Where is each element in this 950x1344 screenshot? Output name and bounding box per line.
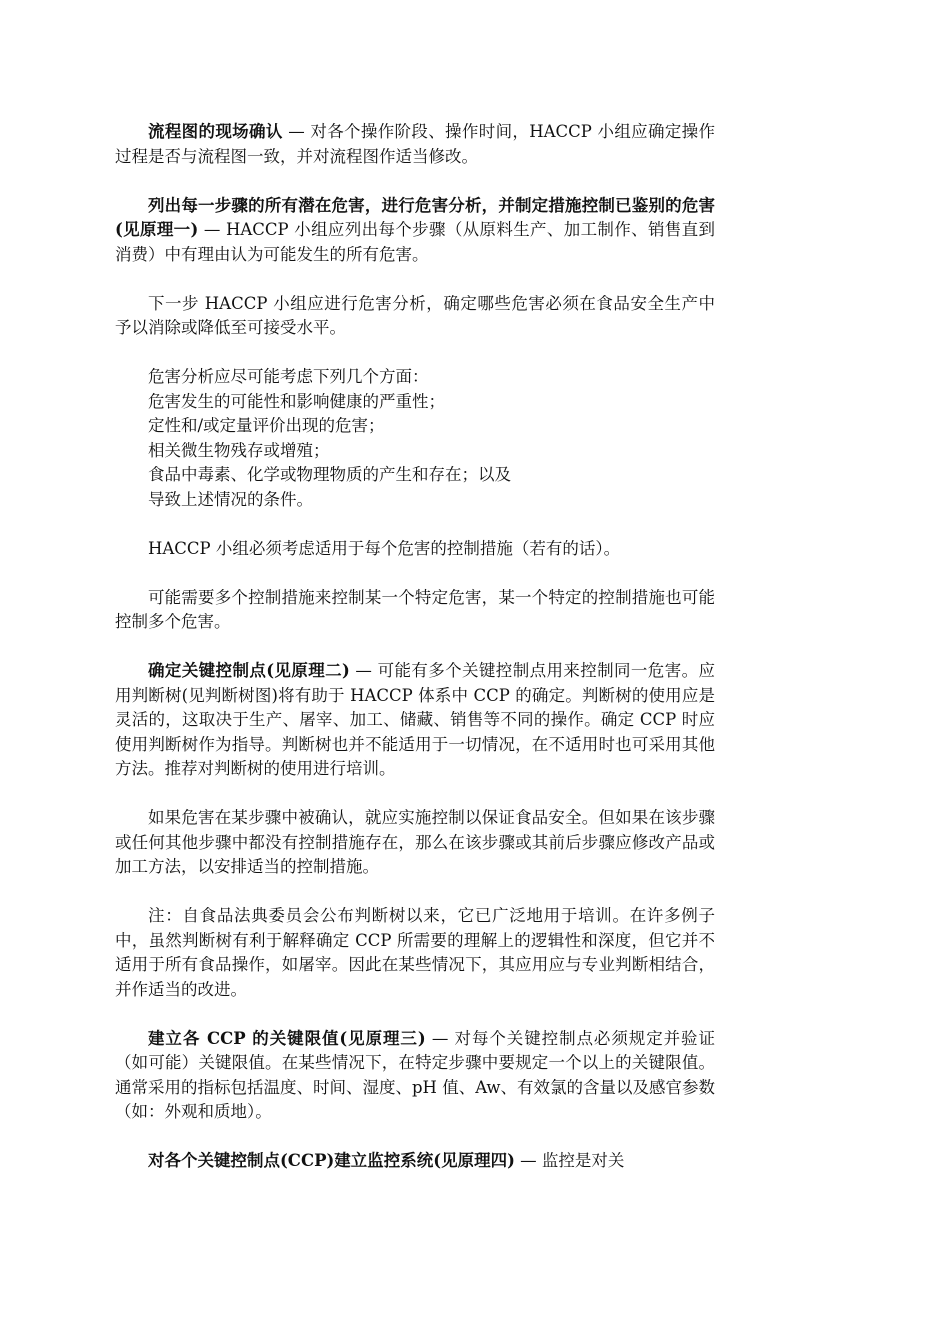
hazard-considerations-list bbox=[115, 365, 715, 512]
paragraph-text: — 对各个操作阶段、操作时间，HACCP 小组应确定操作过程是否与流程图一致，并对流程图作适当修改。 bbox=[115, 122, 715, 166]
paragraph-principle-four bbox=[115, 1149, 715, 1174]
paragraph-control-measures: HACCP 小组必须考虑适用于每个危害的控制措施（若有的话）。 bbox=[148, 538, 621, 558]
paragraph-text: — 可能有多个关键控制点用来控制同一危害。应用判断树(见判断树图)将有助于 HACCP 体系中 CCP 的确定。判断树的使用应是灵活的，这取决于生产、屠宰、加工、储藏、销售等不同的操作。确定 CCP 时应使用判断树作为指导。判断树也并不能适用于一切情况，在不适用时也可采用其他方法。推荐对判断树的使用进行培训。 bbox=[115, 661, 715, 778]
paragraph-principle-three bbox=[115, 1027, 715, 1125]
paragraph-text: — HACCP 小组应列出每个步骤（从原料生产、加工制作、销售直到消费）中有理由认为可能发生的所有危害。 bbox=[115, 220, 715, 264]
heading-principle-one: 列出每一步骤的所有潜在危害，进行危害分析，并制定措施控制已鉴别的危害(见原理一) bbox=[115, 195, 715, 239]
list-item: 食品中毒素、化学或物理物质的产生和存在；以及 bbox=[148, 465, 511, 484]
paragraph-principle-one bbox=[115, 194, 715, 268]
paragraph-text: — 监控是对关 bbox=[514, 1151, 625, 1170]
heading-flowchart-confirmation: 流程图的现场确认 bbox=[148, 122, 283, 141]
paragraph-text: 下一步 HACCP 小组应进行危害分析，确定哪些危害必须在食品安全生产中予以消除或降低至可接受水平。 bbox=[115, 293, 715, 337]
list-item: 定性和/或定量评价出现的危害； bbox=[148, 416, 385, 435]
paragraph-principle-two bbox=[115, 659, 715, 782]
list-item: 相关微生物残存或增殖； bbox=[148, 440, 330, 460]
list-item: 危害分析应尽可能考虑下列几个方面： bbox=[148, 367, 429, 386]
paragraph-multiple-measures: 可能需要多个控制措施来控制某一个特定危害，某一个特定的控制措施也可能控制多个危害。 bbox=[115, 587, 715, 631]
paragraph-text: 注：自食品法典委员会公布判断树以来，它已广泛地用于培训。在许多例子中，虽然判断树有利于解释确定 CCP 所需要的理解上的逻辑性和深度，但它并不适用于所有食品操作，如屠宰。因此在某些情况下，其应用应与专业判断相结合，并作适当的改进。 bbox=[115, 906, 715, 999]
heading-principle-two: 确定关键控制点(见原理二) bbox=[148, 661, 350, 680]
paragraph-note bbox=[115, 904, 715, 1002]
document-page bbox=[115, 120, 715, 1174]
list-item: 危害发生的可能性和影响健康的严重性； bbox=[148, 391, 445, 411]
heading-principle-four: 对各个关键控制点(CCP)建立监控系统(见原理四) bbox=[148, 1151, 515, 1170]
heading-principle-three: 建立各 CCP 的关键限值(见原理三) bbox=[148, 1028, 426, 1048]
paragraph-hazard-confirmed bbox=[115, 806, 715, 880]
paragraph-hazard-analysis bbox=[115, 292, 715, 341]
paragraph-text: — 对每个关键控制点必须规定并验证（如可能）关键限值。在某些情况下，在特定步骤中要规定一个以上的关键限值。通常采用的指标包括温度、时间、湿度、pH 值、Aw、有效氯的含量以及感官参数（如：外观和质地）。 bbox=[115, 1028, 715, 1121]
paragraph-text: 如果危害在某步骤中被确认，就应实施控制以保证食品安全。但如果在该步骤或任何其他步骤中都没有控制措施存在，那么在该步骤或其前后步骤应修改产品或加工方法，以安排适当的控制措施。 bbox=[115, 808, 715, 876]
paragraph-flowchart-confirmation bbox=[115, 120, 715, 169]
list-item: 导致上述情况的条件。 bbox=[148, 489, 313, 509]
